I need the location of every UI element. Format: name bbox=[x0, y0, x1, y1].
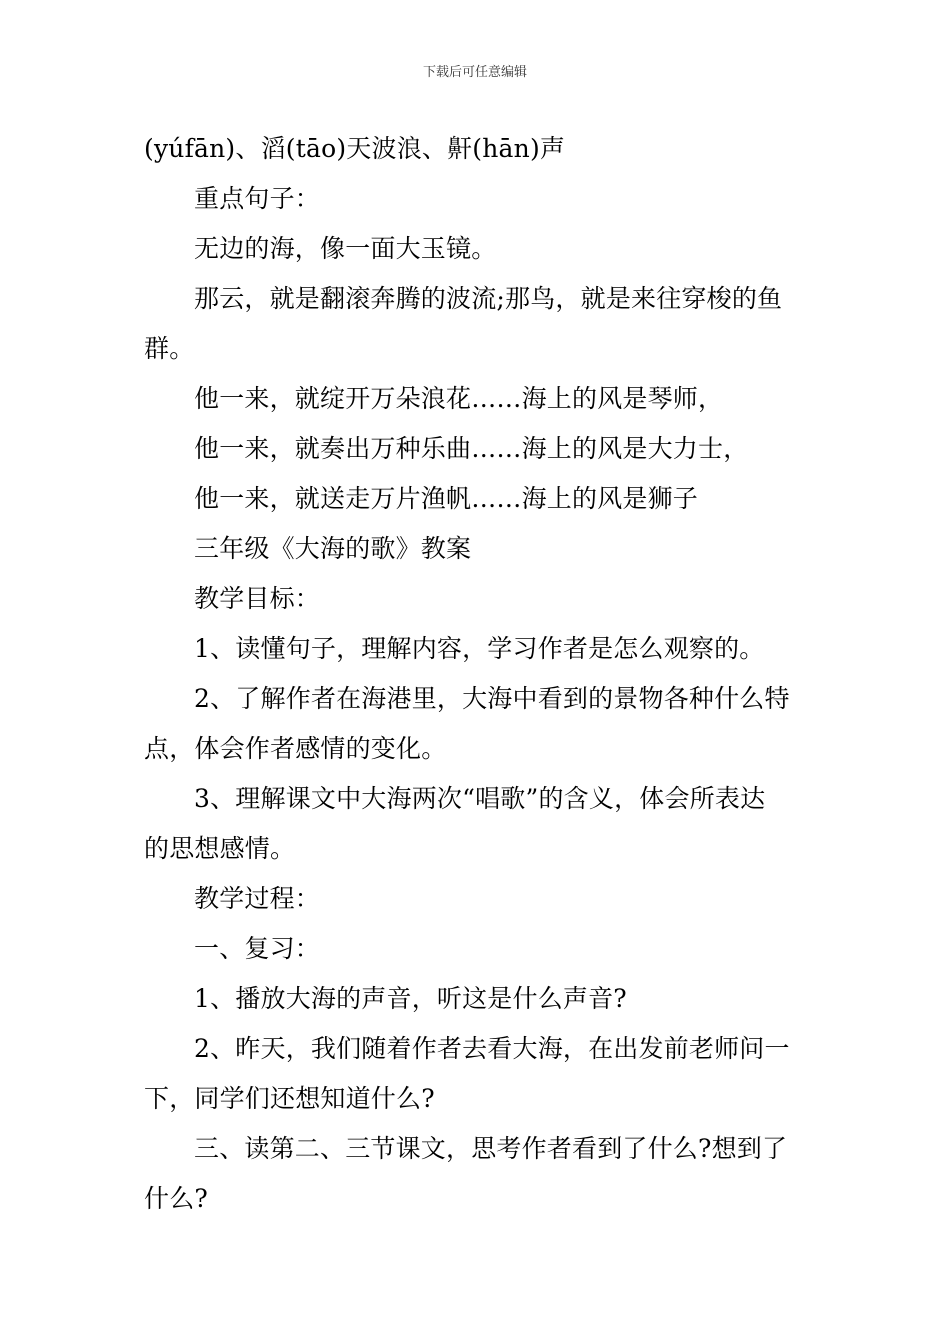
section-heading: 教学目标： bbox=[194, 584, 321, 613]
text-line: 他一来，就送走万片渔帆……海上的风是狮子 bbox=[194, 484, 699, 513]
list-item: 2、昨天，我们随着作者去看大海，在出发前老师问一 bbox=[194, 1034, 790, 1063]
document-body bbox=[144, 124, 810, 1224]
list-item: 3、理解课文中大海两次“唱歌”的含义，体会所表达 bbox=[194, 784, 766, 813]
text-line: 那云，就是翻滚奔腾的波流;那鸟，就是来往穿梭的鱼 bbox=[194, 284, 783, 313]
list-item: 1、读懂句子，理解内容，学习作者是怎么观察的。 bbox=[194, 634, 765, 663]
section-heading: 重点句子： bbox=[194, 184, 321, 213]
list-item: 2、了解作者在海港里，大海中看到的景物各种什么特 bbox=[194, 684, 790, 713]
text-line: 他一来，就奏出万种乐曲……海上的风是大力士， bbox=[194, 434, 749, 463]
page-header: 下载后可任意编辑 bbox=[422, 65, 527, 80]
text-line: 群。 bbox=[144, 334, 195, 363]
text-line: 他一来，就绽开万朵浪花……海上的风是琴师， bbox=[194, 384, 724, 413]
text-line: 点，体会作者感情的变化。 bbox=[144, 734, 447, 763]
text-line: 下，同学们还想知道什么? bbox=[144, 1084, 435, 1113]
section-heading: 一、复习： bbox=[194, 934, 321, 963]
text-line: 的思想感情。 bbox=[144, 834, 296, 863]
section-heading: 三、读第二、三节课文，思考作者看到了什么?想到了 bbox=[194, 1134, 788, 1163]
section-heading: 教学过程： bbox=[194, 884, 321, 913]
text-line: 什么? bbox=[144, 1184, 209, 1213]
document-title: 三年级《大海的歌》教案 bbox=[194, 534, 472, 563]
text-line: 无边的海，像一面大玉镜。 bbox=[194, 234, 497, 263]
text-line: (yúfān)、滔(tāo)天波浪、鼾(hān)声 bbox=[144, 134, 566, 163]
list-item: 1、播放大海的声音，听这是什么声音? bbox=[194, 984, 627, 1013]
